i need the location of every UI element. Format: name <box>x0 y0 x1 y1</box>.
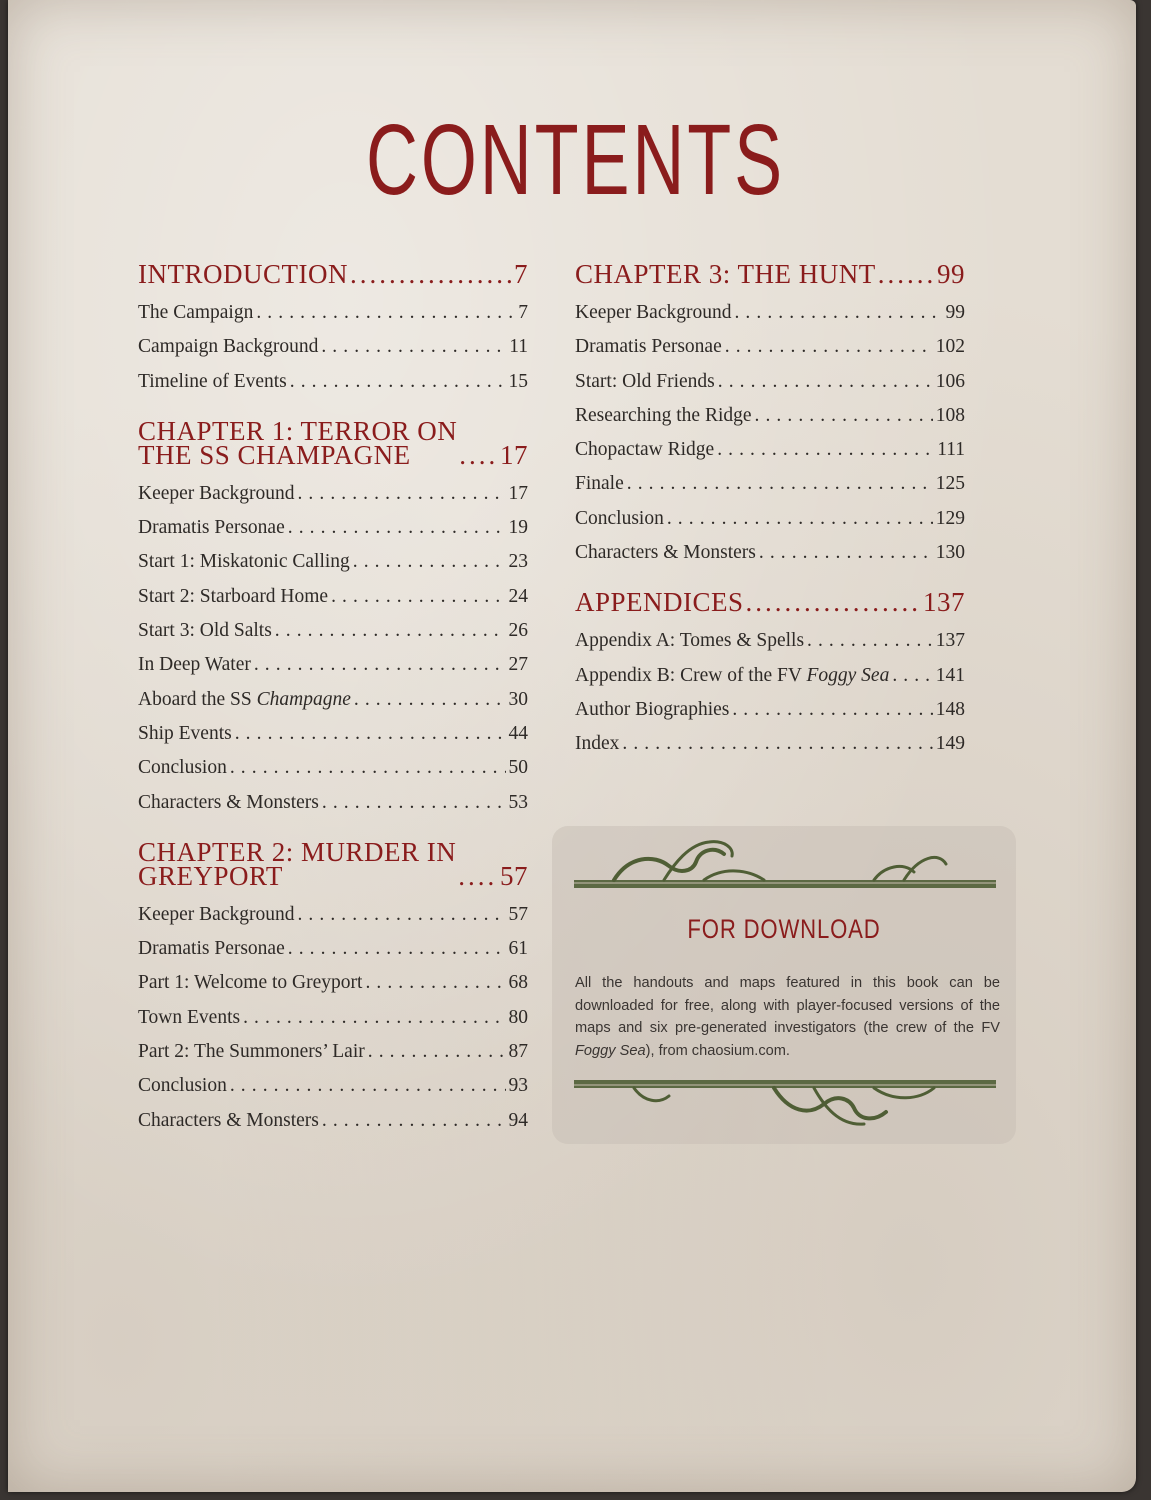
section-page-number: 57 <box>500 860 528 891</box>
toc-entry-page-number: 87 <box>508 1041 528 1063</box>
download-text: All the handouts and maps featured in this book can be downloaded for free, along with player-focused versions of the maps and six pre-generated investigators (the crew of the FV <box>575 975 1000 1036</box>
toc-entry[interactable] <box>575 727 965 761</box>
toc-entry-text: Part 1: Welcome to Greyport <box>138 972 363 994</box>
section-heading[interactable] <box>138 836 528 891</box>
toc-entry-page-number: 149 <box>935 733 965 755</box>
dot-leader <box>350 262 512 286</box>
toc-entry-page-number: 141 <box>935 664 965 686</box>
dot-leader <box>235 717 506 751</box>
toc-entry-label <box>575 399 752 433</box>
section-page-number: 17 <box>500 439 528 470</box>
toc-entry[interactable] <box>138 365 528 399</box>
toc-entry-page-number: 129 <box>935 507 965 529</box>
toc-entry-text: Start 1: Miskatonic Calling <box>138 551 350 573</box>
toc-entry-page-number: 27 <box>508 654 528 676</box>
section-heading-text: APPENDICES <box>575 587 744 618</box>
toc-entry-text: Chopactaw Ridge <box>575 439 715 461</box>
toc-entry-page-number: 80 <box>508 1006 528 1028</box>
tentacle-ornament-bottom-icon <box>574 1072 996 1132</box>
toc-entry-label <box>575 536 756 570</box>
toc-entry[interactable] <box>138 477 528 511</box>
toc-entry-text: Part 2: The Summoners’ Lair <box>138 1041 365 1063</box>
toc-entry[interactable] <box>138 898 528 932</box>
download-text-end: ), from chaosium.com. <box>645 1042 790 1059</box>
dot-leader <box>725 330 933 364</box>
dot-leader <box>353 545 506 579</box>
section-heading[interactable] <box>138 258 528 289</box>
toc-entry-text: Campaign Background <box>138 336 319 358</box>
toc-entry-label <box>575 502 664 536</box>
dot-leader <box>368 1035 506 1069</box>
toc-entry-text: Start 2: Starboard Home <box>138 585 329 607</box>
toc-entry-page-number: 53 <box>508 791 528 813</box>
toc-entry[interactable] <box>575 296 965 330</box>
toc-entry[interactable] <box>138 1069 528 1103</box>
tentacle-ornament-top-icon <box>574 836 996 896</box>
dot-leader <box>365 966 505 1000</box>
toc-entry[interactable] <box>575 659 965 693</box>
toc-entry-label <box>138 511 285 545</box>
dot-leader <box>243 1001 505 1035</box>
dot-leader <box>230 751 506 785</box>
toc-entry-text: Author Biographies <box>575 698 730 720</box>
dot-leader <box>459 443 498 467</box>
dot-leader <box>322 1104 506 1138</box>
toc-entry-page-number: 23 <box>508 551 528 573</box>
toc-entry-label <box>575 624 804 658</box>
toc-entry-label <box>138 365 287 399</box>
toc-entry-text: Index <box>575 733 620 755</box>
dot-leader <box>290 365 506 399</box>
toc-entry-text: Keeper Background <box>138 482 295 504</box>
toc-entry-text: Dramatis Personae <box>138 938 285 960</box>
toc-entry-page-number: 102 <box>935 336 965 358</box>
toc-entry[interactable] <box>138 1104 528 1138</box>
toc-entry[interactable] <box>575 433 965 467</box>
toc-entry-label <box>138 614 272 648</box>
dot-leader <box>297 898 505 932</box>
toc-entry-page-number: 7 <box>518 302 528 323</box>
toc-entry[interactable] <box>138 648 528 682</box>
toc-entry-text: Conclusion <box>575 507 664 529</box>
toc-entry-text: The Campaign <box>138 302 254 323</box>
toc-entry[interactable] <box>138 296 528 330</box>
toc-section <box>575 258 965 570</box>
dot-leader <box>718 365 933 399</box>
toc-entry-page-number: 15 <box>508 370 528 392</box>
download-text-italic: Foggy Sea <box>575 1042 646 1059</box>
toc-entry[interactable] <box>575 365 965 399</box>
toc-entry-page-number: 26 <box>508 620 528 642</box>
toc-entry-label <box>575 433 714 467</box>
section-heading[interactable] <box>575 258 965 289</box>
toc-entry-label <box>575 467 624 501</box>
toc-entry[interactable] <box>138 330 528 364</box>
toc-entry[interactable] <box>138 580 528 614</box>
toc-entry-page-number: 61 <box>508 938 528 960</box>
toc-entry-label <box>575 365 715 399</box>
toc-entry[interactable] <box>575 693 965 727</box>
toc-entry-label <box>138 1069 227 1103</box>
toc-entry-page-number: 19 <box>508 517 528 539</box>
toc-entry-text: Researching the Ridge <box>575 404 752 426</box>
toc-entry[interactable] <box>138 545 528 579</box>
toc-entry-page-number: 50 <box>508 757 528 779</box>
toc-entry-label <box>138 932 285 966</box>
section-page-number: 7 <box>514 259 528 289</box>
toc-entry[interactable] <box>138 966 528 1000</box>
dot-leader <box>288 511 506 545</box>
dot-leader <box>322 786 506 820</box>
dot-leader <box>254 648 506 682</box>
download-description <box>575 972 1000 1062</box>
toc-entry-page-number: 125 <box>935 473 965 495</box>
toc-entry-page-number: 68 <box>508 972 528 994</box>
toc-entry-page-number: 111 <box>937 439 965 461</box>
toc-entry-label <box>138 1035 365 1069</box>
toc-entry[interactable] <box>575 502 965 536</box>
toc-entry-label <box>575 296 731 330</box>
toc-entry[interactable] <box>138 614 528 648</box>
toc-entry-text: Appendix B: Crew of the FV <box>575 664 807 686</box>
toc-entry-label <box>138 1104 319 1138</box>
toc-entry-page-number: 94 <box>508 1109 528 1131</box>
dot-leader <box>230 1069 506 1103</box>
toc-entry-text: Ship Events <box>138 722 232 744</box>
dot-leader <box>321 330 506 364</box>
toc-entry-page-number: 106 <box>935 370 965 392</box>
toc-entry[interactable] <box>138 1001 528 1035</box>
toc-entry-text: Conclusion <box>138 757 227 779</box>
dot-leader <box>878 262 935 286</box>
toc-entry-label <box>575 659 889 693</box>
dot-leader <box>354 683 506 717</box>
dot-leader <box>331 580 505 614</box>
section-page-number: 99 <box>937 259 965 289</box>
toc-entry[interactable] <box>575 467 965 501</box>
dot-leader <box>256 296 515 330</box>
toc-entry-text: Town Events <box>138 1006 241 1028</box>
page-title: CONTENTS <box>365 104 786 216</box>
section-heading[interactable] <box>575 586 965 618</box>
toc-entry-label <box>575 693 729 727</box>
dot-leader <box>759 536 933 570</box>
toc-entry-text: Dramatis Personae <box>575 336 722 358</box>
toc-entry-text: Characters & Monsters <box>138 1109 319 1131</box>
toc-entry-page-number: 99 <box>945 302 965 323</box>
toc-entry-text: Keeper Background <box>575 302 732 323</box>
download-box <box>552 826 1016 1144</box>
toc-section <box>138 415 528 820</box>
toc-entry-text: Timeline of Events <box>138 370 287 392</box>
toc-entry[interactable] <box>575 330 965 364</box>
toc-entry-page-number: 57 <box>508 903 528 925</box>
download-title: FOR DOWNLOAD <box>687 914 881 944</box>
toc-entry[interactable] <box>575 536 965 570</box>
toc-entry-label <box>138 296 253 330</box>
toc-entry-text: In Deep Water <box>138 654 251 676</box>
toc-section <box>138 258 528 399</box>
dot-leader <box>667 502 933 536</box>
toc-entry-italic: Foggy Sea <box>806 664 890 686</box>
toc-entry-text: Characters & Monsters <box>575 542 756 564</box>
toc-entry[interactable] <box>138 683 528 717</box>
dot-leader <box>734 296 942 330</box>
toc-entry-text: Dramatis Personae <box>138 517 285 539</box>
toc-entry-page-number: 148 <box>935 698 965 720</box>
toc-entry-label <box>138 330 318 364</box>
toc-entry-label <box>138 966 362 1000</box>
section-page-number: 137 <box>923 587 965 618</box>
dot-leader <box>807 624 933 658</box>
dot-leader <box>755 399 933 433</box>
toc-entry-page-number: 137 <box>935 630 965 652</box>
toc-entry-text: Start 3: Old Salts <box>138 620 272 642</box>
toc-entry-label <box>138 786 319 820</box>
dot-leader <box>627 467 933 501</box>
toc-entry[interactable] <box>138 717 528 751</box>
toc-entry-page-number: 44 <box>508 722 528 744</box>
toc-section <box>575 586 965 761</box>
toc-entry-label <box>138 1001 240 1035</box>
section-heading[interactable] <box>138 415 528 470</box>
toc-entry-text: Conclusion <box>138 1075 227 1097</box>
dot-leader <box>746 590 921 614</box>
dot-leader <box>892 659 932 693</box>
section-heading-text: CHAPTER 3: THE HUNT <box>575 259 876 289</box>
toc-entry-text: Aboard the SS <box>138 688 257 710</box>
toc-entry-page-number: 93 <box>508 1075 528 1097</box>
toc-entry-text: Start: Old Friends <box>575 370 715 392</box>
toc-entry-text: Finale <box>575 473 624 495</box>
toc-entry-label <box>138 898 294 932</box>
toc-entry[interactable] <box>575 624 965 658</box>
toc-entry[interactable] <box>575 399 965 433</box>
toc-entry-italic: Champagne <box>256 688 351 710</box>
dot-leader <box>622 727 932 761</box>
toc-entry-text: Keeper Background <box>138 903 295 925</box>
toc-entry-label <box>138 717 232 751</box>
toc-entry-label <box>138 545 350 579</box>
section-heading-text: CHAPTER 1: TERROR ON THE SS CHAMPAGNE <box>138 415 458 470</box>
toc-entry-label <box>575 727 619 761</box>
toc-entry-label <box>138 648 251 682</box>
section-heading-text: CHAPTER 2: MURDER IN GREYPORT <box>138 836 457 891</box>
toc-entry[interactable] <box>138 1035 528 1069</box>
toc-right-column <box>575 258 965 778</box>
toc-left-column <box>138 258 528 1154</box>
toc-entry-label <box>575 330 722 364</box>
dot-leader <box>458 864 498 888</box>
toc-entry-page-number: 11 <box>509 336 528 358</box>
toc-entry[interactable] <box>138 511 528 545</box>
toc-entry-label <box>138 751 227 785</box>
toc-entry-page-number: 24 <box>508 585 528 607</box>
dot-leader <box>288 932 506 966</box>
toc-entry-label <box>138 580 328 614</box>
toc-entry-page-number: 30 <box>508 688 528 710</box>
toc-entry-label <box>138 683 351 717</box>
dot-leader <box>717 433 934 467</box>
dot-leader <box>275 614 506 648</box>
section-heading-text: INTRODUCTION <box>138 259 348 289</box>
toc-section <box>138 836 528 1138</box>
dot-leader <box>732 693 932 727</box>
dot-leader <box>297 477 505 511</box>
toc-entry-text: Characters & Monsters <box>138 791 319 813</box>
toc-entry-page-number: 17 <box>508 482 528 504</box>
toc-entry[interactable] <box>138 751 528 785</box>
toc-entry[interactable] <box>138 932 528 966</box>
toc-entry-page-number: 130 <box>935 542 965 564</box>
toc-entry-page-number: 108 <box>935 404 965 426</box>
toc-entry[interactable] <box>138 786 528 820</box>
toc-entry-text: Appendix A: Tomes & Spells <box>575 630 805 652</box>
toc-entry-label <box>138 477 294 511</box>
